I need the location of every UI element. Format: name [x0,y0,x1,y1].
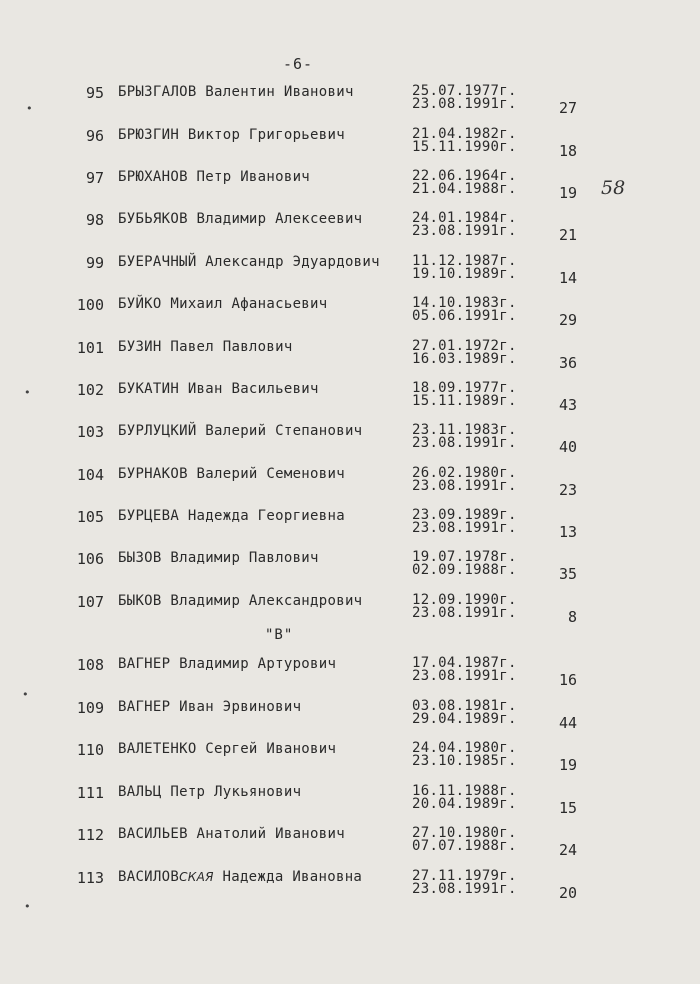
page-number: -6- [283,55,314,73]
entry-number: 102 [76,381,104,399]
entry-number: 95 [85,84,104,102]
entry-years: 35 [558,565,577,583]
list-item [0,550,700,586]
entry-number: 96 [85,127,104,145]
margin-mark: • [22,688,29,701]
entry-name: БЫКОВ Владимир Александрович [118,593,363,609]
entry-name: БУЗИН Павел Павлович [118,339,293,355]
entry-years: 36 [558,354,577,372]
entry-date-to: 23.08.1991г. [412,96,517,112]
entry-date-to: 15.11.1990г. [412,139,517,155]
entry-years: 44 [558,714,577,732]
entry-date-to: 23.08.1991г. [412,668,517,684]
list-item [0,466,700,502]
entry-date-from: 19.07.1978г. [412,549,517,565]
entry-years: 27 [558,99,577,117]
entry-years: 16 [558,671,577,689]
entry-number: 105 [76,508,104,526]
entry-date-to: 23.08.1991г. [412,881,517,897]
list-item [0,211,700,247]
entry-date-to: 16.03.1989г. [412,351,517,367]
list-item [0,741,700,777]
list-item [0,296,700,332]
entry-date-from: 17.04.1987г. [412,655,517,671]
entry-name: ВАЛЕТЕНКО Сергей Иванович [118,741,337,757]
entry-date-to: 23.08.1991г. [412,223,517,239]
entry-date-from: 03.08.1981г. [412,698,517,714]
entry-name: БУРЦЕВА Надежда Георгиевна [118,508,345,524]
entry-date-to: 02.09.1988г. [412,562,517,578]
entry-date-to: 23.10.1985г. [412,753,517,769]
entry-number: 109 [76,699,104,717]
margin-mark: • [26,102,33,115]
list-item [0,593,700,629]
entry-name [118,869,362,885]
entry-years: 14 [558,269,577,287]
entry-name: ВАГНЕР Владимир Артурович [118,656,337,672]
entry-date-to: 19.10.1989г. [412,266,517,282]
entry-name-rest: Надежда Ивановна [222,869,363,885]
section-header: "В" [265,627,294,643]
entry-date-from: 27.10.1980г. [412,825,517,841]
handwritten-note: 58 [601,177,626,199]
entry-name: БУКАТИН Иван Васильевич [118,381,319,397]
entry-date-from: 24.01.1984г. [412,210,517,226]
entry-years: 20 [558,884,577,902]
list-item [0,699,700,735]
entry-name: БУРЛУЦКИЙ Валерий Степанович [118,423,363,439]
entry-date-to: 20.04.1989г. [412,796,517,812]
entry-years: 19 [558,756,577,774]
entry-name: ВАГНЕР Иван Эрвинович [118,699,302,715]
entry-name: БРЫЗГАЛОВ Валентин Иванович [118,84,354,100]
entry-date-to: 23.08.1991г. [412,605,517,621]
entry-number: 97 [85,169,104,187]
entry-number: 112 [76,826,104,844]
entry-years: 18 [558,142,577,160]
entry-years: 23 [558,481,577,499]
list-item [0,381,700,417]
entry-date-from: 23.11.1983г. [412,422,517,438]
entry-date-to: 29.04.1989г. [412,711,517,727]
entry-number: 101 [76,339,104,357]
entry-name: ВАЛЬЦ Петр Лукьянович [118,784,302,800]
entry-years: 8 [567,608,577,626]
entry-name-handwritten: СКАЯ [179,870,214,884]
entry-years: 13 [558,523,577,541]
entry-name: БУРНАКОВ Валерий Семенович [118,466,345,482]
entry-years: 19 [558,184,577,202]
entry-number: 104 [76,466,104,484]
entry-date-from: 14.10.1983г. [412,295,517,311]
entry-date-to: 07.07.1988г. [412,838,517,854]
entry-number: 106 [76,550,104,568]
entry-date-from: 21.04.1982г. [412,126,517,142]
entry-number: 103 [76,423,104,441]
entry-date-to: 15.11.1989г. [412,393,517,409]
entry-date-from: 16.11.1988г. [412,783,517,799]
entry-date-from: 26.02.1980г. [412,465,517,481]
list-item [0,127,700,163]
entry-date-from: 27.01.1972г. [412,338,517,354]
entry-years: 40 [558,438,577,456]
entry-date-to: 21.04.1988г. [412,181,517,197]
entry-name: ВАСИЛЬЕВ Анатолий Иванович [118,826,345,842]
entry-years: 29 [558,311,577,329]
list-item [0,784,700,820]
entry-name: БРЮЗГИН Виктор Григорьевич [118,127,345,143]
entry-years: 24 [558,841,577,859]
entry-date-to: 23.08.1991г. [412,520,517,536]
entry-number: 99 [85,254,104,272]
entry-date-from: 24.04.1980г. [412,740,517,756]
list-item [0,84,700,120]
entry-name: БЫЗОВ Владимир Павлович [118,550,319,566]
list-item [0,339,700,375]
entry-date-from: 18.09.1977г. [412,380,517,396]
list-item [0,423,700,459]
entry-name: БУЕРАЧНЫЙ Александр Эдуардович [118,254,380,270]
entry-date-from: 22.06.1964г. [412,168,517,184]
entry-number: 113 [76,869,104,887]
list-item [0,869,700,905]
entry-number: 110 [76,741,104,759]
entry-date-from: 11.12.1987г. [412,253,517,269]
entry-number: 98 [85,211,104,229]
list-item [0,254,700,290]
entry-date-from: 23.09.1989г. [412,507,517,523]
list-item [0,169,700,205]
entry-date-from: 12.09.1990г. [412,592,517,608]
entry-name: БУБЬЯКОВ Владимир Алексеевич [118,211,363,227]
entry-name: БУЙКО Михаил Афанасьевич [118,296,328,312]
margin-mark: • [24,386,31,399]
entry-number: 111 [76,784,104,802]
entry-date-to: 23.08.1991г. [412,478,517,494]
entry-number: 100 [76,296,104,314]
list-item [0,826,700,862]
entry-date-from: 25.07.1977г. [412,83,517,99]
entry-name: БРЮХАНОВ Петр Иванович [118,169,311,185]
entry-name-typed: ВАСИЛОВ [118,869,180,885]
entry-date-to: 23.08.1991г. [412,435,517,451]
margin-mark: • [24,900,31,913]
entry-date-to: 05.06.1991г. [412,308,517,324]
list-item [0,508,700,544]
entry-years: 43 [558,396,577,414]
entry-years: 15 [558,799,577,817]
list-item [0,656,700,692]
entry-date-from: 27.11.1979г. [412,868,517,884]
entry-number: 107 [76,593,104,611]
entry-number: 108 [76,656,104,674]
entry-years: 21 [558,226,577,244]
